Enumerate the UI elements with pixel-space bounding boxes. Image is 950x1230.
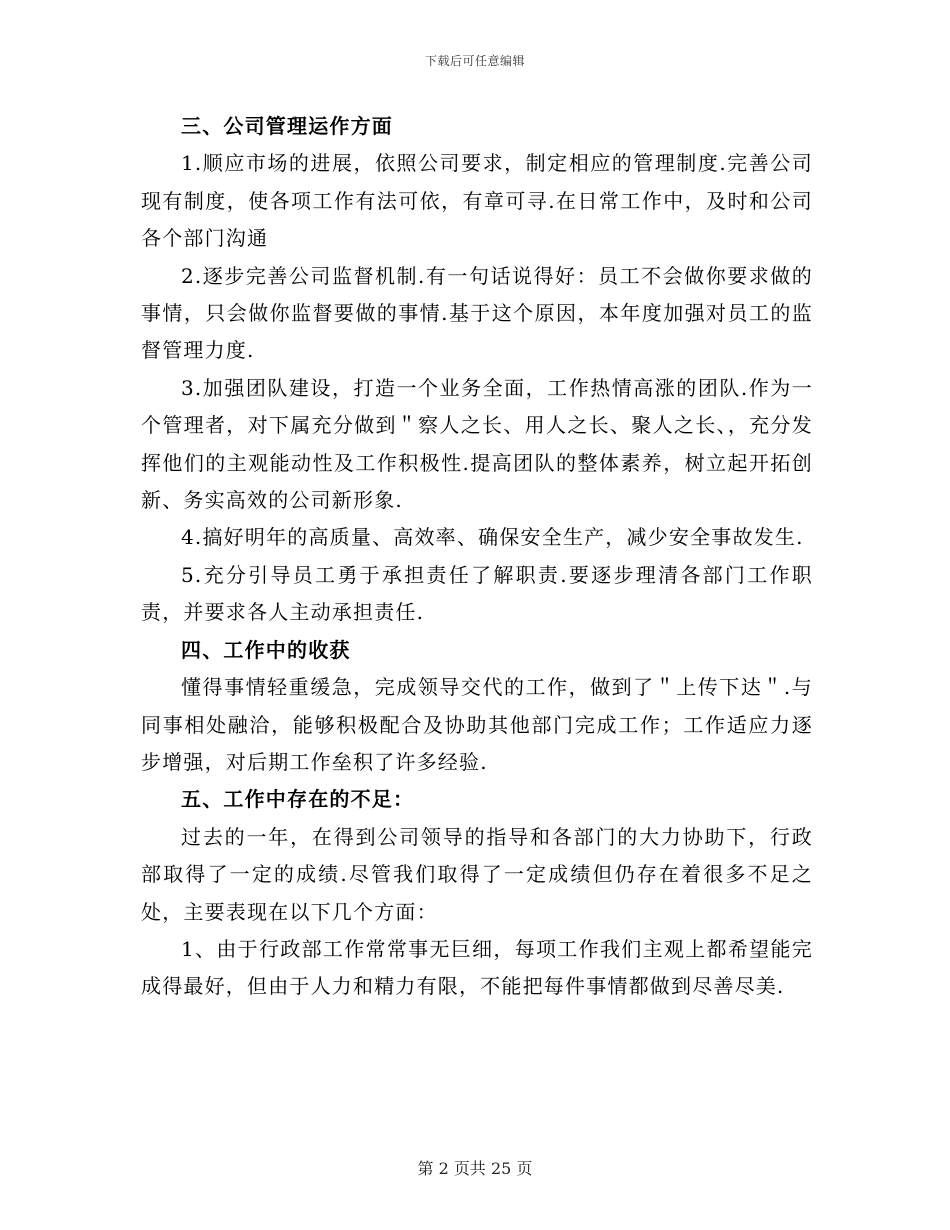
- paragraph: 懂得事情轻重缓急，完成领导交代的工作，做到了＂上传下达＂.与同事相处融洽，能够积极配合及协助其他部门完成工作；工作适应力逐步增强，对后期工作垒积了许多经验.: [141, 675, 813, 774]
- paragraph: 5.充分引导员工勇于承担责任了解职责.要逐步理清各部门工作职责，并要求各人主动承担责任.: [141, 562, 813, 625]
- paragraph: 2.逐步完善公司监督机制.有一句话说得好：员工不会做你要求做的事情，只会做你监督要做的事情.基于这个原因，本年度加强对员工的监督管理力度.: [141, 263, 813, 363]
- paragraph: 4.搞好明年的高质量、高效率、确保安全生产，减少安全事故发生.: [181, 525, 804, 550]
- paragraph: 1.顺应市场的进展，依照公司要求，制定相应的管理制度.完善公司现有制度，使各项工作有法可依，有章可寻.在日常工作中，及时和公司各个部门沟通: [141, 151, 813, 251]
- section-heading: 四、工作中的收获: [181, 637, 351, 662]
- document-body: [141, 108, 813, 1006]
- section-management: [141, 108, 813, 632]
- section-shortcomings: [141, 781, 813, 1005]
- paragraph: 1、由于行政部工作常常事无巨细，每项工作我们主观上都希望能完成得最好，但由于人力和精力有限，不能把每件事情都做到尽善尽美.: [141, 936, 813, 999]
- section-heading: 五、工作中存在的不足：: [181, 787, 415, 812]
- section-gains: [141, 632, 813, 782]
- page-number: 第 2 页共 25 页: [417, 1159, 533, 1178]
- paragraph: 3.加强团队建设，打造一个业务全面，工作热情高涨的团队.作为一个管理者，对下属充分做到＂察人之长、用人之长、聚人之长、，充分发挥他们的主观能动性及工作积极性.提高团队的整体素养，树立起开拓创新、务实高效的公司新形象.: [141, 375, 813, 513]
- page-header: 下载后可任意编辑: [424, 54, 525, 68]
- section-heading: 三、公司管理运作方面: [181, 114, 393, 138]
- paragraph: 过去的一年，在得到公司领导的指导和各部门的大力协助下，行政部取得了一定的成绩.尽管我们取得了一定成绩但仍存在着很多不足之处，主要表现在以下几个方面：: [141, 824, 813, 924]
